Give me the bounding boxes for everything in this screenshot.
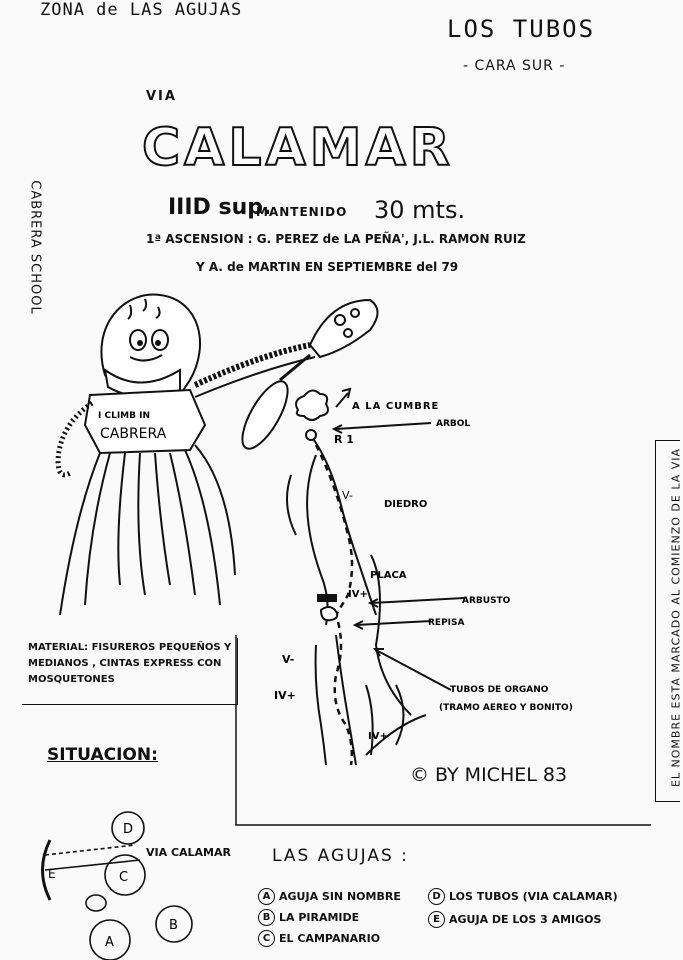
map-letter-e: E [48,867,56,881]
organ-label: TUBOS DE ORGANO [450,685,549,695]
summit-label: A LA CUMBRE [352,401,440,412]
legend-item [428,888,618,905]
tree-label: ARBOL [436,419,471,429]
grade-upper: V- [342,489,353,502]
grade-left-1: V- [282,653,295,666]
legend-item [258,930,401,947]
face-label: - CARA SUR - [463,58,566,74]
side-note-text: EL NOMBRE ESTA MARCADO AL COMIENZO DE LA VIA [669,447,683,788]
map-letter-d: D [123,822,134,837]
shirt-text-2: CABRERA [100,426,167,442]
ascent-line-1: 1ª ASCENSION : G. PEREZ de LA PEÑA', J.L. RAMON RUIZ [146,232,526,246]
legend-key: C [258,930,275,947]
legend-label: EL CAMPANARIO [279,932,381,945]
legend-key: E [428,911,445,928]
grade-left-2: IV+ [274,689,296,702]
legend-col-2 [428,888,618,928]
legend-key: A [258,888,275,905]
legend-item [258,888,401,905]
bush-icon [318,595,336,601]
route-topo [236,385,656,825]
crag-title: LOS TUBOS [447,15,596,43]
map-via-label: VIA CALAMAR [146,846,231,859]
route-grade: IIID sup. [168,195,272,220]
legend-col-1 [258,888,401,947]
needles-heading: LAS AGUJAS : [272,846,409,866]
dihedral-label: DIEDRO [384,499,428,510]
map-letter-c: C [119,870,129,885]
tree-icon [296,390,328,420]
bush-label: ARBUSTO [462,596,511,606]
school-text: CABRERA SCHOOL [27,180,43,315]
legend-label: LOS TUBOS (VIA CALAMAR) [449,890,618,903]
slab-label: PLACA [370,570,407,581]
ledge-label: REPISA [428,618,465,628]
legend-label: AGUJA DE LOS 3 AMIGOS [449,913,602,926]
situation-map-drawing [30,800,230,960]
legend-item [428,911,618,928]
legend-label: LA PIRAMIDE [279,911,360,924]
zone-title: ZONA de LAS AGUJAS [40,0,243,20]
ascent-line-2: Y A. de MARTIN EN SEPTIEMBRE del 79 [196,260,459,274]
via-label: VIA [146,89,177,104]
grade-low: IV+ [368,731,388,742]
map-letter-b: B [169,918,178,933]
route-name: CALAMAR [142,118,454,178]
organ-note: (TRAMO AEREO Y BONITO) [439,703,573,713]
legend-label: AGUJA SIN NOMBRE [279,890,401,903]
grade-note: MANTENIDO [256,205,348,219]
octopus-shirt [85,390,205,453]
map-circle-small [86,895,106,911]
route-length: 30 mts. [374,196,466,224]
legend-item [258,909,401,926]
map-letter-a: A [105,935,114,950]
legend-key: B [258,909,275,926]
grade-mid: IV+ [348,589,368,600]
material-text: MATERIAL: FISUREROS PEQUEÑOS Y MEDIANOS , CINTAS EXPRESS CON MOSQUETONES [28,642,232,685]
legend-key: D [428,888,445,905]
topo-frame [236,635,651,825]
situation-title: SITUACION: [47,745,158,765]
belay-icon [306,430,316,440]
shirt-text-1: I CLIMB IN [98,411,151,421]
belay-label: R 1 [334,433,354,446]
author-credit: © BY MICHEL 83 [410,764,568,786]
side-note-box [655,440,683,802]
